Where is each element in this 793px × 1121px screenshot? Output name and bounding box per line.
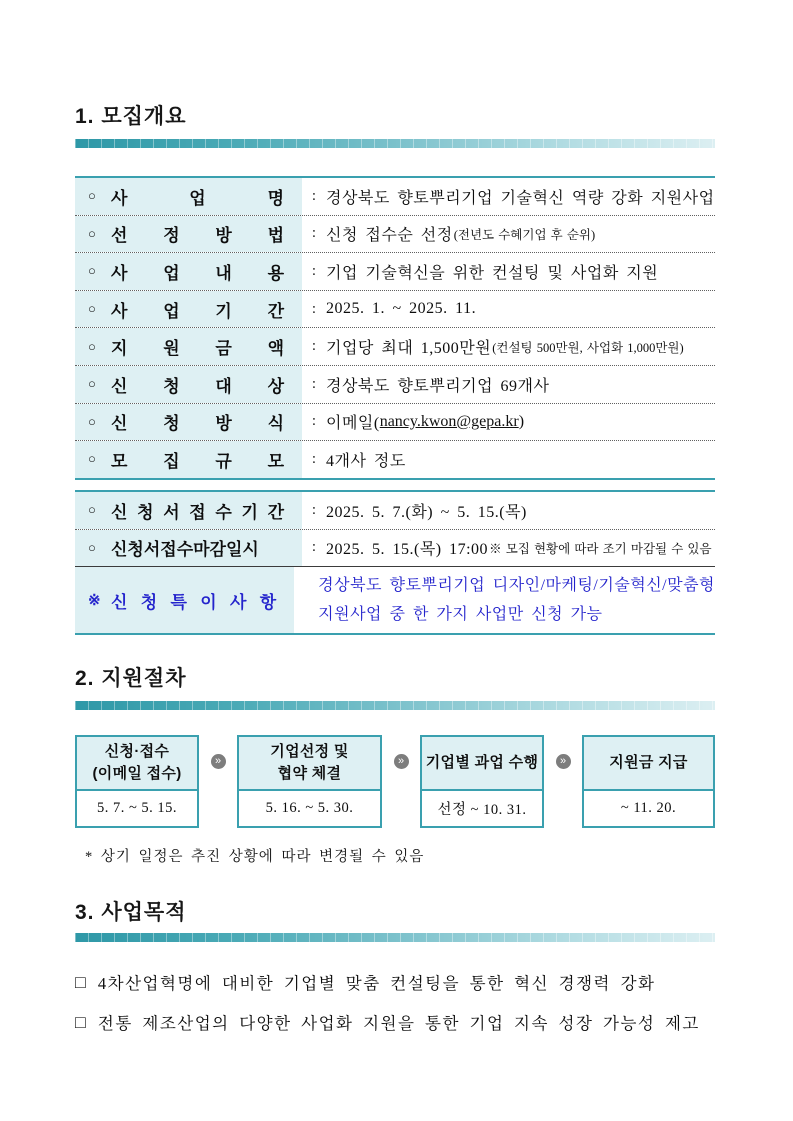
colon-separator: : <box>311 300 317 317</box>
value-text: ) <box>518 412 525 430</box>
document-page <box>75 0 715 1121</box>
row-label: 사 업 내 용 <box>111 263 284 283</box>
title-line: 협약 체결 <box>277 765 342 782</box>
circle-bullet: ○ <box>88 263 96 279</box>
circle-bullet: ○ <box>88 539 96 555</box>
circle-bullet: ○ <box>88 301 96 317</box>
flow-step-fund-payment <box>582 735 715 828</box>
circle-bullet: ○ <box>88 225 96 241</box>
chevron-right-icon: » <box>556 754 571 769</box>
value-text: 2025. 5. 7.(화) ~ 5. 15.(목) <box>326 503 527 521</box>
row-label: 신 청 서 접 수 기 간 <box>111 502 284 522</box>
row-value <box>326 291 715 328</box>
table-row-selection-method <box>75 215 715 253</box>
colon-separator: : <box>311 338 317 355</box>
flow-step-date: 5. 16. ~ 5. 30. <box>265 800 354 816</box>
row-value <box>318 567 715 633</box>
value-text: 2025. 5. 15.(목) 17:00 <box>326 541 489 559</box>
row-value <box>326 178 715 215</box>
value-note: ※ 모집 현황에 따라 조기 마감될 수 있음 <box>489 541 712 556</box>
chevron-right-icon: » <box>394 754 409 769</box>
section1-heading: 1. 모집개요 <box>75 105 187 128</box>
section2-heading: 2. 지원절차 <box>75 667 187 690</box>
row-label: 신청서접수마감일시 <box>111 540 259 560</box>
row-value <box>326 216 715 253</box>
section3-heading: 3. 사업목적 <box>75 901 187 924</box>
value-text: 4개사 정도 <box>326 452 406 470</box>
square-bullet: □ <box>75 1011 86 1032</box>
row-value <box>326 441 715 478</box>
colon-separator: : <box>311 539 317 556</box>
schedule-table <box>75 490 715 635</box>
colon-separator: : <box>311 225 317 242</box>
colon-separator: : <box>311 262 317 279</box>
colon-separator: : <box>311 413 317 430</box>
row-label-cell <box>75 328 302 365</box>
row-value <box>326 328 715 365</box>
flow-step-title <box>239 737 380 791</box>
colon-separator: : <box>311 501 317 518</box>
section3-divider-bar <box>75 933 715 942</box>
table-row-recruitment-scale <box>75 440 715 478</box>
flow-step-title <box>584 737 713 791</box>
row-label-cell <box>75 216 302 253</box>
overview-table <box>75 176 715 480</box>
table-row-application-target <box>75 365 715 403</box>
circle-bullet: ○ <box>88 413 96 429</box>
row-label-cell <box>75 492 302 529</box>
value-text: 이메일( <box>326 415 380 433</box>
value-text: 신청 접수순 선정 <box>326 227 453 245</box>
row-label-cell <box>75 404 302 441</box>
flow-step-selection <box>237 735 382 828</box>
table-row-support-amount <box>75 327 715 365</box>
row-label-cell <box>75 291 302 328</box>
table-row-application-method <box>75 403 715 441</box>
chevron-right-icon: » <box>211 754 226 769</box>
value-note: (컨설팅 500만원, 사업화 1,000만원) <box>492 340 684 355</box>
table-row-business-period <box>75 290 715 328</box>
circle-bullet: ○ <box>88 451 96 467</box>
value-text: 기업당 최대 1,500만원 <box>326 340 492 358</box>
flow-step-title <box>422 737 542 791</box>
flow-step-application <box>75 735 199 828</box>
purpose-text: 4차산업혁명에 대비한 기업별 맞춤 컨설팅을 통한 혁신 경쟁력 강화 <box>97 974 656 993</box>
purpose-item-2 <box>75 1010 700 1034</box>
title-line: 신청·접수 <box>104 743 170 760</box>
row-label-cell <box>75 366 302 403</box>
title-line: 기업선정 및 <box>270 743 349 760</box>
table-row-receipt-period <box>75 492 715 529</box>
circle-bullet: ○ <box>88 188 96 204</box>
colon-separator: : <box>311 375 317 392</box>
row-value <box>326 530 715 567</box>
table-row-receipt-deadline <box>75 529 715 567</box>
flow-step-date: 선정 ~ 10. 31. <box>437 802 527 818</box>
row-label-cell <box>75 253 302 290</box>
row-value <box>326 366 715 403</box>
process-flow <box>75 735 715 828</box>
section2-divider-bar <box>75 701 715 710</box>
colon-separator: : <box>311 187 317 204</box>
asterisk-bullet: ※ <box>88 592 101 609</box>
row-label: 신 청 방 식 <box>111 414 284 434</box>
row-value <box>326 253 715 290</box>
value-text: 경상북도 향토뿌리기업 69개사 <box>326 377 550 395</box>
circle-bullet: ○ <box>88 502 96 518</box>
value-line1: 경상북도 향토뿌리기업 디자인/마케팅/기술혁신/맞춤형 <box>318 577 715 595</box>
title-line: 지원금 지급 <box>609 754 688 771</box>
row-label: 모 집 규 모 <box>111 451 284 471</box>
value-note: (전년도 수혜기업 후 순위) <box>453 227 596 242</box>
flow-step-date: 5. 7. ~ 5. 15. <box>96 800 178 816</box>
email-link[interactable]: nancy.kwon@gepa.kr <box>379 412 519 430</box>
value-line2: 지원사업 중 한 가지 사업만 신청 가능 <box>318 606 603 624</box>
flow-step-date: ~ 11. 20. <box>620 800 677 816</box>
row-value <box>326 404 715 441</box>
colon-separator <box>294 567 318 633</box>
purpose-item-1 <box>75 970 655 994</box>
flow-step-title <box>77 737 197 791</box>
title-line: 기업별 과업 수행 <box>425 754 539 771</box>
value-text: 경상북도 향토뿌리기업 기술혁신 역량 강화 지원사업 <box>326 189 715 207</box>
row-value <box>326 492 715 529</box>
square-bullet: □ <box>75 971 86 992</box>
row-label-cell <box>75 441 302 478</box>
row-label: 선 정 방 법 <box>111 226 284 246</box>
purpose-text: 전통 제조산업의 다양한 사업화 지원을 통한 기업 지속 성장 가능성 제고 <box>97 1014 700 1033</box>
circle-bullet: ○ <box>88 338 96 354</box>
table-row-business-content <box>75 252 715 290</box>
section1-divider-bar <box>75 139 715 148</box>
row-label: 신 청 대 상 <box>111 376 284 396</box>
row-label: 사 업 기 간 <box>111 301 284 321</box>
row-label-cell <box>75 530 302 567</box>
table-row-special-notes <box>75 566 715 633</box>
circle-bullet: ○ <box>88 376 96 392</box>
row-label: 신 청 특 이 사 항 <box>111 592 277 612</box>
row-label: 사 업 명 <box>111 188 284 208</box>
value-text: 기업 기술혁신을 위한 컨설팅 및 사업화 지원 <box>326 264 659 282</box>
flow-step-task-execution <box>420 735 544 828</box>
title-line: (이메일 접수) <box>92 765 182 782</box>
value-text: 2025. 1. ~ 2025. 11. <box>326 300 477 318</box>
colon-separator: : <box>311 450 317 467</box>
table-row-business-name <box>75 178 715 215</box>
row-label-cell <box>75 567 294 633</box>
schedule-change-note: * 상기 일정은 추진 상황에 따라 변경될 수 있음 <box>85 849 425 865</box>
row-label-cell <box>75 178 302 215</box>
row-label: 지 원 금 액 <box>111 339 284 359</box>
